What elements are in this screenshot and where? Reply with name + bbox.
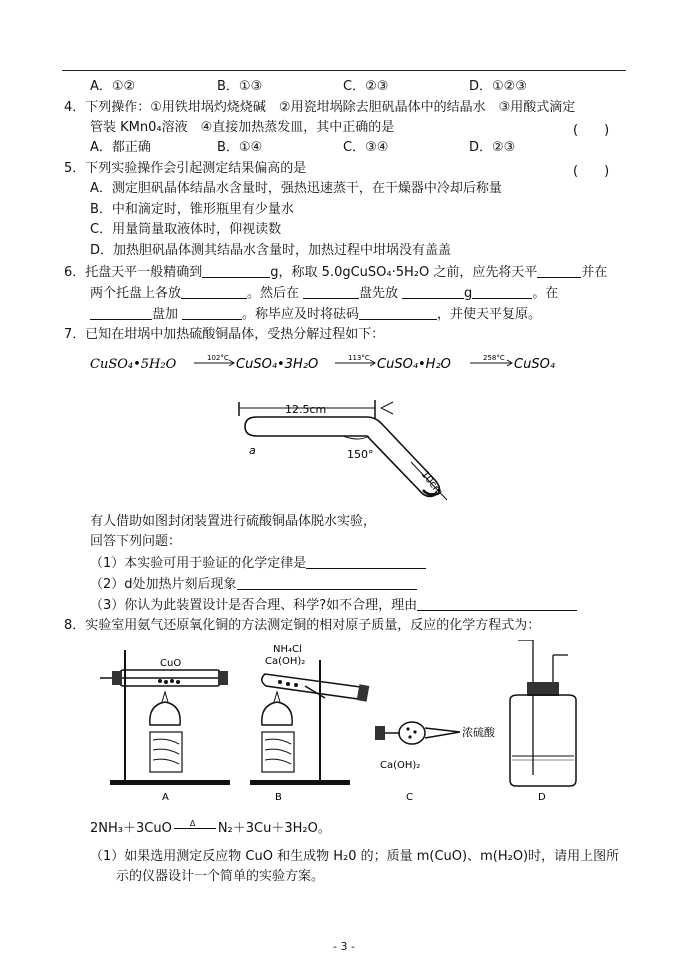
q4-answer-paren: ( ) (573, 123, 610, 138)
q8-equation (90, 820, 331, 838)
q8-stem: 8．实验室用氨气还原氧化铜的方法测定铜的相对原子质量，反应的化学方程式为： (64, 618, 541, 633)
q7-bent-tube-figure (225, 390, 465, 515)
q4-option-d: D．②③ (469, 140, 516, 155)
q6-line2: 两个托盘上各放 。然后在 盘先放 g 。在 (90, 286, 559, 301)
q6-blank-trays[interactable] (181, 284, 247, 299)
q6-blank-add[interactable] (182, 305, 242, 320)
equation-arrow: Δ (172, 822, 218, 836)
q3-option-c: C．②③ (343, 79, 389, 94)
eq-temp-2: 113°C (348, 354, 370, 362)
q8-sub1-line1: （1）如果选用测定反应物 CuO 和生成物 H₂0 的；质量 m(CuO)、m(H₂O)时，请用上图所 (90, 849, 620, 864)
label-caoh2-c: Ca(OH)₂ (380, 760, 421, 771)
q4-stem-line1: 4．下列操作：①用铁坩埚灼烧烧碱 ②用瓷坩埚除去胆矾晶体中的结晶水 ③用酸式滴定 (64, 100, 576, 115)
apparatus-d (462, 640, 576, 803)
label-nh4cl: NH₄Cl (273, 644, 302, 655)
q6-blank-pan1[interactable] (303, 284, 359, 299)
label-cuo: CuO (160, 658, 182, 669)
q6-line3: 盘加 。称毕应及时将砝码 ，并使天平复原。 (90, 305, 541, 324)
angle-label: 150° (347, 448, 374, 461)
eq-temp-3: 258°C (483, 354, 505, 362)
q5-stem: 5．下列实验操作会引起测定结果偏高的是 (64, 161, 307, 176)
top-rule (62, 70, 626, 71)
q4-stem-line2: 管装 KMn0₄溶液 ④直接加热蒸发皿，其中正确的是 (90, 120, 395, 135)
apparatus-a (100, 650, 230, 803)
eq-temp-1: 102°C (207, 354, 229, 362)
label-a: A (162, 792, 169, 803)
label-d: D (538, 792, 546, 803)
q3-option-b: B．①③ (217, 79, 263, 94)
q4-option-a: A．都正确 (90, 140, 151, 155)
q6-blank-mass[interactable] (402, 284, 464, 299)
q6-blank-precision[interactable] (202, 263, 270, 278)
label-h2so4: 浓硫酸 (462, 726, 495, 739)
q7-text2: 回答下列问题： (90, 534, 182, 549)
q5-answer-paren: ( ) (573, 164, 610, 179)
q7-blank-law[interactable] (306, 554, 426, 569)
dim-length-side: 10cm (418, 469, 445, 498)
q7-blank-reason[interactable] (417, 596, 577, 611)
equation-left: 2NH₃＋3CuO (90, 821, 172, 836)
apparatus-b (250, 644, 369, 803)
q6-blank-weights[interactable] (359, 305, 437, 320)
label-caoh2-top: Ca(OH)₂ (265, 656, 306, 667)
q7-blank-phenomenon[interactable] (237, 575, 417, 590)
dim-length-top: 12.5cm (285, 403, 327, 416)
q5-option-d: D．加热胆矾晶体测其结晶水含量时，加热过程中坩埚没有盖盖 (90, 243, 452, 258)
q7-sub2: （2）d处加热片刻后现象 (90, 575, 417, 594)
q3-option-a: A．①② (90, 79, 136, 94)
bent-tube (245, 417, 440, 496)
q7-sub3: （3）你认为此装置设计是否合理、科学?如不合理，理由 (90, 596, 577, 615)
q7-decomposition-equation (90, 348, 590, 376)
q8-apparatus-figure (90, 640, 620, 805)
q4-option-c: C．③④ (343, 140, 389, 155)
q5-option-b: B．中和滴定时，锥形瓶里有少量水 (90, 202, 294, 217)
q6-blank-balance[interactable] (537, 263, 581, 278)
q7-text1: 有人借助如图封闭装置进行硫酸铜晶体脱水实验， (90, 514, 377, 529)
q6-line1: 6．托盘天平一般精确到 g，称取 5.0gCuSO₄·5H₂O 之前，应先将天平 并在 (64, 265, 608, 280)
q6-blank-pan2[interactable] (90, 305, 152, 320)
q5-option-c: C．用量筒量取液体时，仰视读数 (90, 222, 282, 237)
equation-right: N₂＋3Cu＋3H₂O。 (217, 821, 331, 836)
page-number: - 3 - (333, 940, 355, 953)
q3-option-d: D．①②③ (469, 79, 527, 94)
point-a-label: a (249, 444, 256, 457)
eq-species-1: CuSO₄•5H₂O (90, 357, 177, 372)
q6-blank-item[interactable] (472, 284, 532, 299)
label-b: B (275, 792, 282, 803)
apparatus-c (375, 722, 460, 803)
eq-species-2: CuSO₄•3H₂O (236, 357, 319, 372)
q7-sub1: （1）本实验可用于验证的化学定律是 (90, 554, 426, 573)
eq-species-3: CuSO₄•H₂O (377, 357, 451, 372)
q5-option-a: A．测定胆矾晶体结晶水含量时，强热迅速蒸干，在干燥器中冷却后称量 (90, 181, 502, 196)
q4-option-b: B．①④ (217, 140, 263, 155)
q7-stem: 7．已知在坩埚中加热硫酸铜晶体，受热分解过程如下： (64, 327, 385, 342)
label-c: C (406, 792, 413, 803)
q8-sub1-line2: 示的仪器设计一个简单的实验方案。 (116, 869, 325, 884)
eq-species-4: CuSO₄ (514, 357, 556, 372)
